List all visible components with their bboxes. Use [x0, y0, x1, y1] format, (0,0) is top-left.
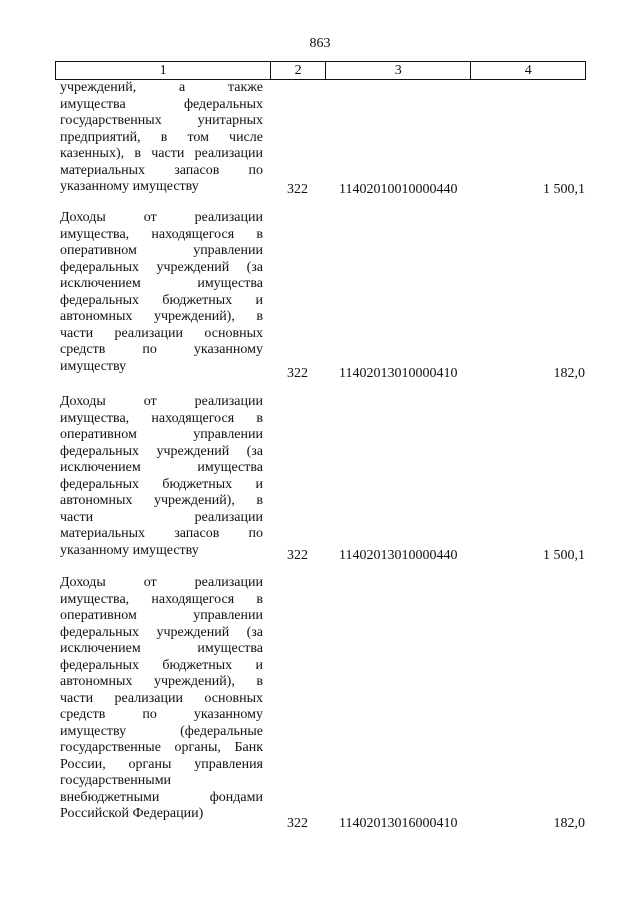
row-description: [60, 210, 263, 375]
description-line: материальных запасов по: [60, 162, 263, 178]
description-line: части реализации основных: [60, 690, 263, 706]
description-line: средств по указанному: [60, 707, 263, 722]
description-line: материальных запасов по: [60, 526, 263, 541]
description-line: Российской Федерации): [60, 806, 204, 821]
description-line: автономных учреждений), в: [60, 309, 263, 324]
description-line: средств по указанному: [60, 342, 263, 357]
header-col-4: 4: [524, 63, 532, 78]
description-line: федеральных учреждений (за: [60, 259, 263, 275]
description-line: России, органы управления: [60, 756, 263, 772]
description-line: Доходы от реализации: [60, 210, 263, 225]
description-line: федеральных бюджетных и: [60, 292, 263, 308]
header-col-2: 2: [271, 62, 326, 79]
description-line: внебюджетными фондами: [60, 789, 263, 805]
row-description: [60, 394, 263, 559]
admin-code: 322: [287, 548, 308, 563]
amount: 182,0: [553, 366, 585, 381]
budget-classification-code: 11402013010000440: [339, 548, 458, 563]
budget-classification-code: 11402013010000410: [339, 366, 458, 381]
description-line: исключением имущества: [60, 460, 263, 475]
amount: 182,0: [553, 816, 585, 831]
description-line: федеральных учреждений (за: [60, 624, 263, 640]
description-line: имущества федеральных: [60, 96, 263, 112]
page-number: 863: [309, 36, 331, 51]
row-description: [60, 575, 263, 823]
description-line: оперативном управлении: [60, 608, 263, 623]
amount: 1 500,1: [543, 548, 585, 563]
description-line: оперативном управлении: [60, 243, 263, 258]
description-line: имуществу: [60, 358, 127, 374]
description-line: указанному имуществу: [60, 179, 199, 194]
header-col-3: 3: [326, 62, 471, 79]
description-line: исключением имущества: [60, 641, 263, 656]
description-line: имущества, находящегося в: [60, 226, 263, 242]
amount: 1 500,1: [543, 182, 585, 197]
description-line: Доходы от реализации: [60, 394, 263, 409]
description-line: части реализации основных: [60, 325, 263, 341]
description-line: Доходы от реализации: [60, 575, 263, 590]
row-description: [60, 80, 263, 196]
budget-classification-code: 11402013016000410: [339, 816, 458, 831]
description-line: исключением имущества: [60, 276, 263, 291]
description-line: предприятий, в том числе: [60, 129, 263, 145]
description-line: указанному имуществу: [60, 542, 199, 558]
description-line: автономных учреждений), в: [60, 674, 263, 689]
description-line: государственных унитарных: [60, 113, 263, 128]
admin-code: 322: [287, 816, 308, 831]
header-col-1: 1: [56, 62, 271, 79]
description-line: учреждений, а также: [60, 80, 263, 95]
description-line: имущества, находящегося в: [60, 410, 263, 426]
description-line: государственные органы, Банк: [60, 740, 263, 755]
description-line: имущества, находящегося в: [60, 591, 263, 607]
description-line: казенных), в части реализации: [60, 146, 263, 161]
admin-code: 322: [287, 182, 308, 197]
budget-classification-code: 11402010010000440: [339, 182, 458, 197]
description-line: федеральных учреждений (за: [60, 443, 263, 459]
table-header: [55, 61, 586, 80]
description-line: имуществу (федеральные: [60, 723, 263, 739]
admin-code: 322: [287, 366, 308, 381]
description-line: государственными: [60, 773, 172, 788]
description-line: части реализации: [60, 509, 263, 525]
description-line: федеральных бюджетных и: [60, 476, 263, 492]
description-line: оперативном управлении: [60, 427, 263, 442]
description-line: федеральных бюджетных и: [60, 657, 263, 673]
description-line: автономных учреждений), в: [60, 493, 263, 508]
